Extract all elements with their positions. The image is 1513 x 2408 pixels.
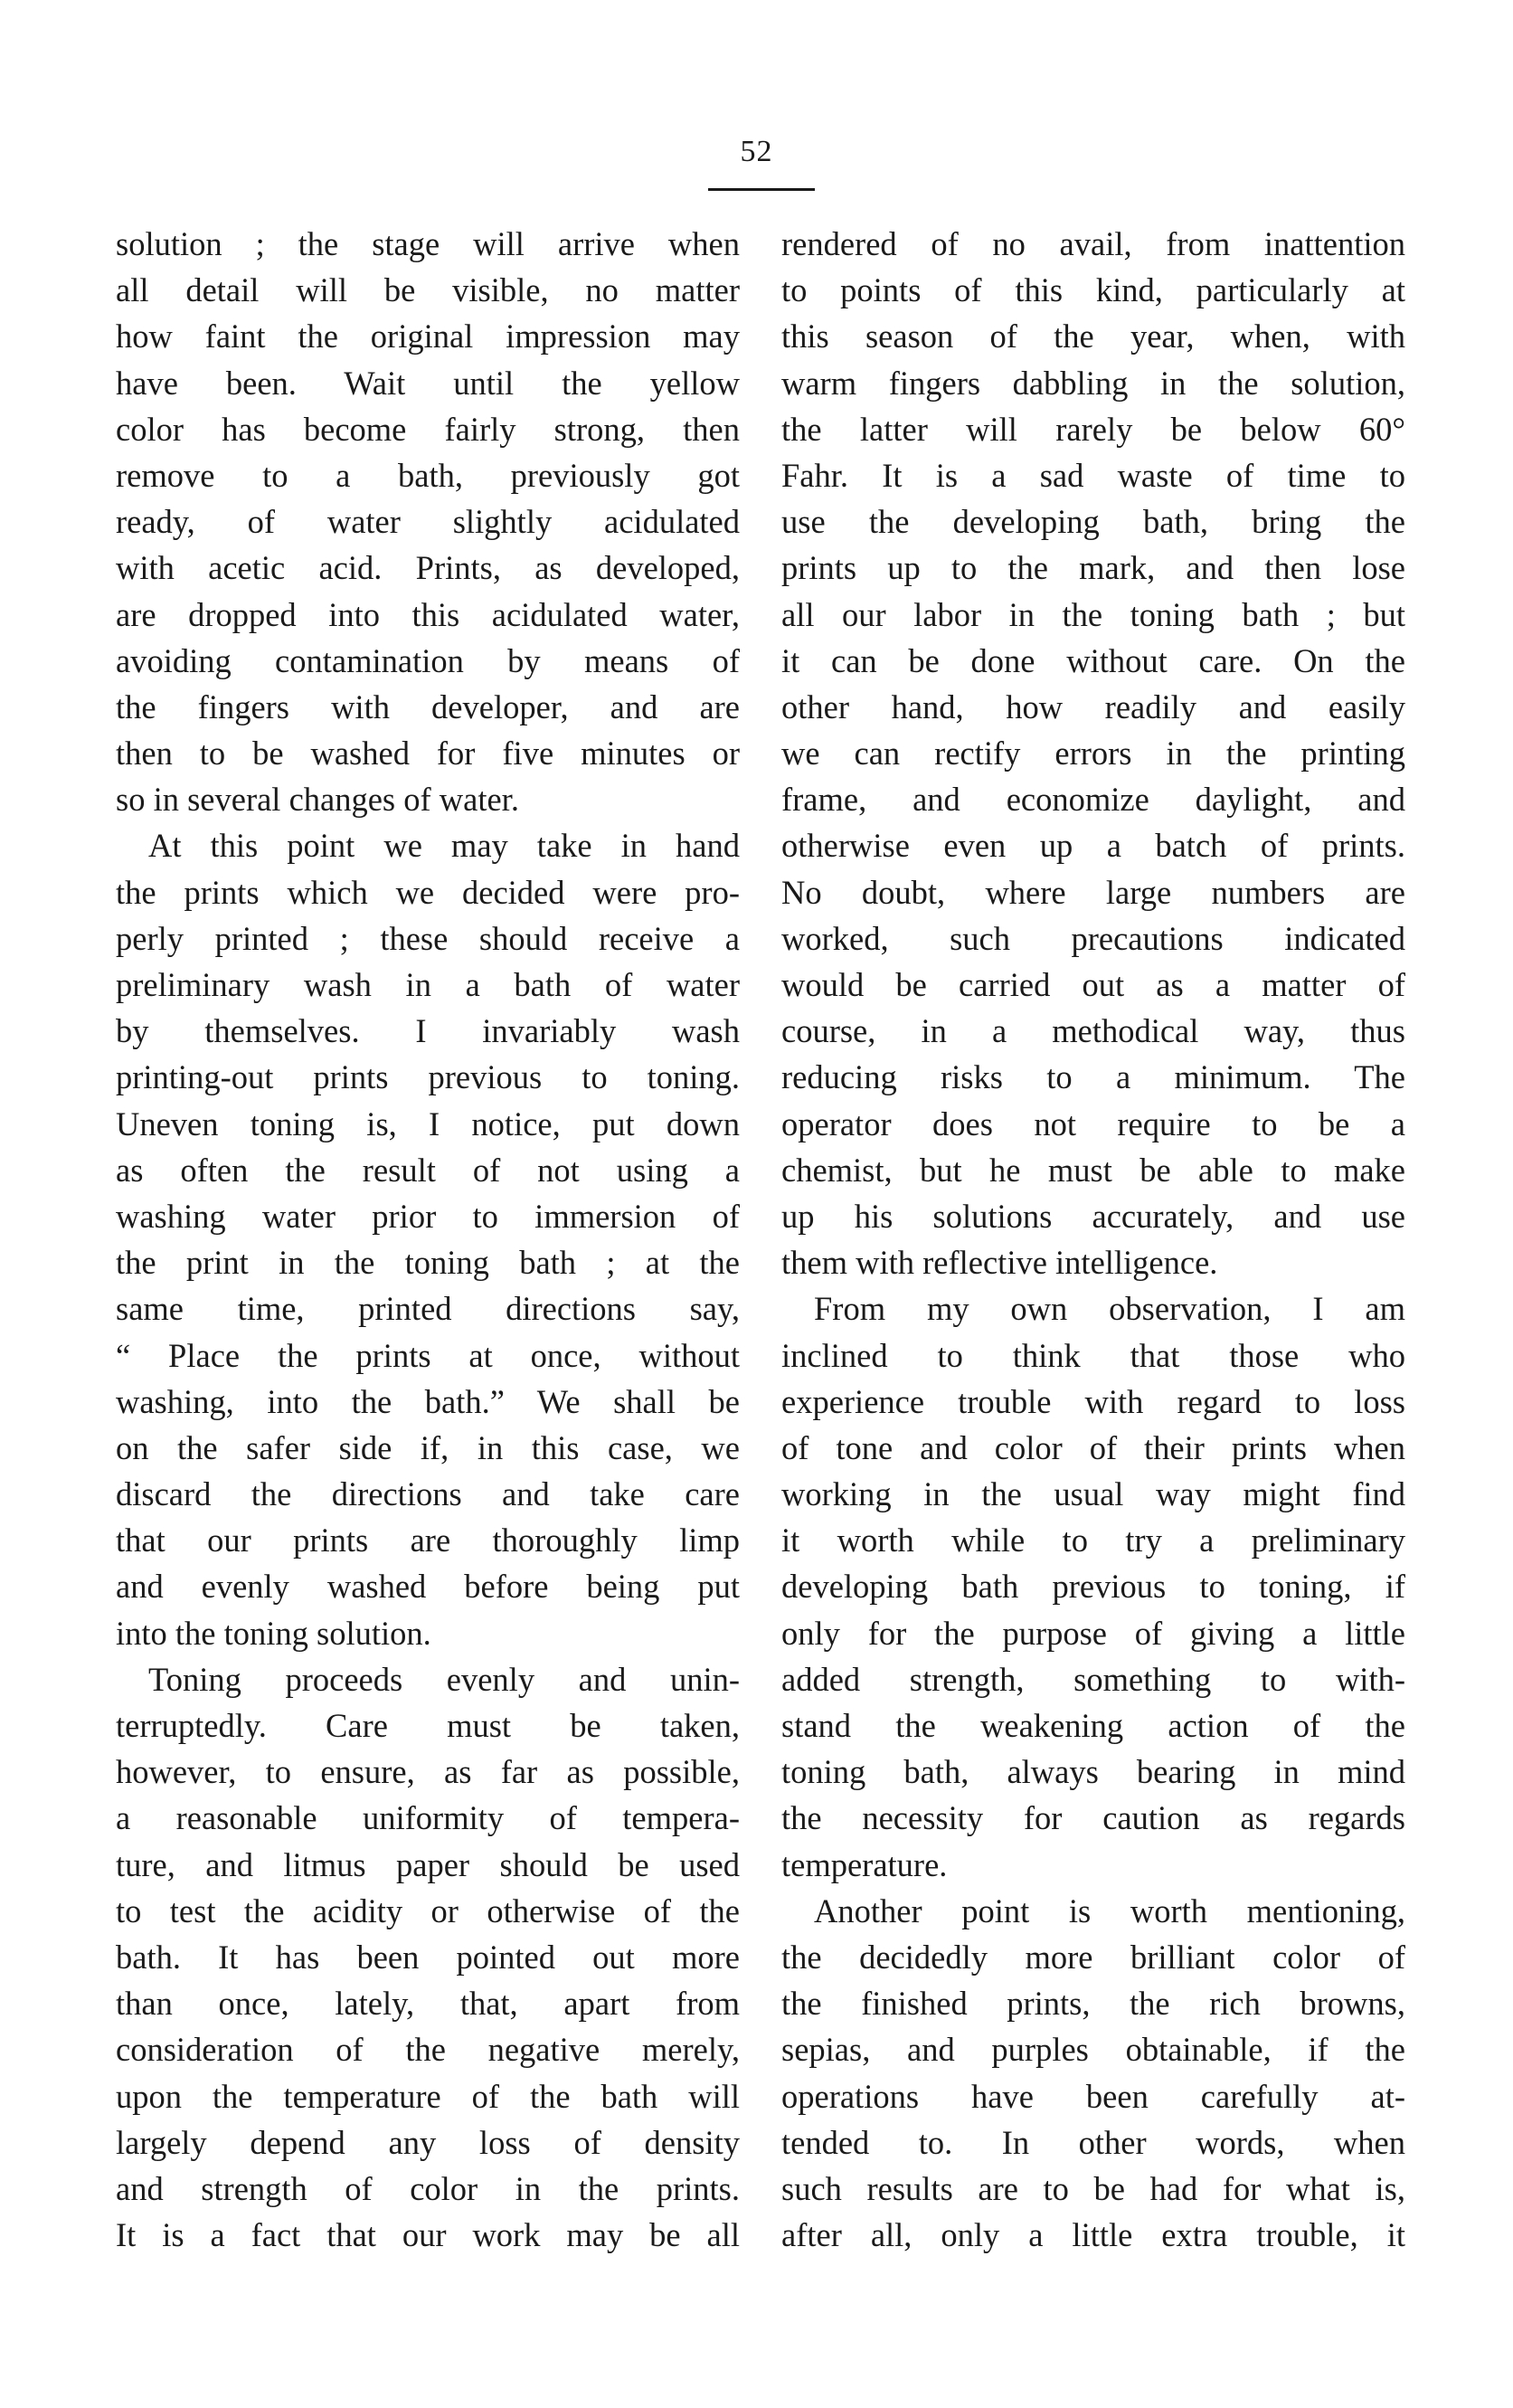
text-line: to points of this kind, particularly at: [781, 271, 1405, 309]
text-line: Uneven toning is, I notice, put down: [116, 1104, 740, 1142]
text-line: the decidedly more brilliant color of: [781, 1938, 1405, 1976]
text-line: remove to a bath, previously got: [116, 456, 740, 494]
text-line: upon the temperature of the bath will: [116, 2077, 740, 2115]
text-line: inclined to think that those who: [781, 1336, 1405, 1374]
text-line: Fahr. It is a sad waste of time to: [781, 456, 1405, 494]
header-rule: [708, 188, 815, 191]
text-line: rendered of no avail, from inattention: [781, 225, 1405, 262]
text-line: From my own observation, I am: [814, 1290, 1405, 1328]
text-line: to test the acidity or otherwise of the: [116, 1891, 740, 1929]
text-line: so in several changes of water.: [116, 781, 519, 819]
text-line: avoiding contamination by means of: [116, 641, 740, 679]
text-line: the prints which we decided were pro-: [116, 873, 740, 911]
text-line: up his solutions accurately, and use: [781, 1197, 1405, 1235]
text-line: such results are to be had for what is,: [781, 2169, 1405, 2207]
text-line: all our labor in the toning bath ; but: [781, 595, 1405, 633]
text-line: washing, into the bath.” We shall be: [116, 1382, 740, 1420]
text-line: as often the result of not using a: [116, 1151, 740, 1189]
text-line: the necessity for caution as regards: [781, 1799, 1405, 1837]
page-number: 52: [740, 135, 773, 168]
text-line: reducing risks to a minimum. The: [781, 1058, 1405, 1096]
text-line: prints up to the mark, and then lose: [781, 549, 1405, 587]
text-line: same time, printed directions say,: [116, 1290, 740, 1328]
text-line: on the safer side if, in this case, we: [116, 1428, 740, 1466]
text-line: temperature.: [781, 1845, 948, 1883]
text-line: stand the weakening action of the: [781, 1707, 1405, 1744]
text-line: ready, of water slightly acidulated: [116, 503, 740, 541]
text-line: consideration of the negative merely,: [116, 2031, 740, 2069]
text-line: only for the purpose of giving a little: [781, 1614, 1405, 1652]
text-line: printing-out prints previous to toning.: [116, 1058, 740, 1096]
text-line: use the developing bath, bring the: [781, 503, 1405, 541]
text-line: worked, such precautions indicated: [781, 919, 1405, 957]
text-line: all detail will be visible, no matter: [116, 271, 740, 309]
text-line: sepias, and purples obtainable, if the: [781, 2031, 1405, 2069]
text-line: and evenly washed before being put: [116, 1568, 740, 1606]
text-line: largely depend any loss of density: [116, 2123, 740, 2161]
text-line: into the toning solution.: [116, 1614, 431, 1652]
text-line: solution ; the stage will arrive when: [116, 225, 740, 262]
text-line: chemist, but he must be able to make: [781, 1151, 1405, 1189]
text-line: washing water prior to immersion of: [116, 1197, 740, 1235]
text-line: “ Place the prints at once, without: [116, 1336, 740, 1374]
text-line: it can be done without care. On the: [781, 641, 1405, 679]
text-line: bath. It has been pointed out more: [116, 1938, 740, 1976]
text-line: tended to. In other words, when: [781, 2123, 1405, 2161]
text-line: them with reflective intelligence.: [781, 1244, 1218, 1282]
text-line: the latter will rarely be below 60°: [781, 410, 1405, 448]
text-line: that our prints are thoroughly limp: [116, 1522, 740, 1560]
text-line: then to be washed for five minutes or: [116, 735, 740, 773]
text-line: the finished prints, the rich browns,: [781, 1985, 1405, 2023]
text-line: other hand, how readily and easily: [781, 687, 1405, 725]
right-text-column: [781, 221, 1405, 2258]
text-line: it worth while to try a preliminary: [781, 1522, 1405, 1560]
text-line: added strength, something to with-: [781, 1660, 1405, 1698]
text-line: experience trouble with regard to loss: [781, 1382, 1405, 1420]
text-line: with acetic acid. Prints, as developed,: [116, 549, 740, 587]
text-line: No doubt, where large numbers are: [781, 873, 1405, 911]
text-line: perly printed ; these should receive a: [116, 919, 740, 957]
text-line: terruptedly. Care must be taken,: [116, 1707, 740, 1744]
text-line: by themselves. I invariably wash: [116, 1012, 740, 1050]
text-line: the print in the toning bath ; at the: [116, 1244, 740, 1282]
text-line: operator does not require to be a: [781, 1104, 1405, 1142]
text-line: otherwise even up a batch of prints.: [781, 827, 1405, 865]
text-line: how faint the original impression may: [116, 318, 740, 356]
text-line: working in the usual way might find: [781, 1475, 1405, 1513]
text-line: and strength of color in the prints.: [116, 2169, 740, 2207]
text-line: toning bath, always bearing in mind: [781, 1753, 1405, 1791]
text-line: It is a fact that our work may be all: [116, 2216, 740, 2254]
text-line: than once, lately, that, apart from: [116, 1985, 740, 2023]
text-line: At this point we may take in hand: [148, 827, 740, 865]
text-line: however, to ensure, as far as possible,: [116, 1753, 740, 1791]
text-line: developing bath previous to toning, if: [781, 1568, 1405, 1606]
text-line: of tone and color of their prints when: [781, 1428, 1405, 1466]
text-line: operations have been carefully at-: [781, 2077, 1405, 2115]
text-line: frame, and economize daylight, and: [781, 781, 1405, 819]
text-line: have been. Wait until the yellow: [116, 364, 740, 402]
text-line: ture, and litmus paper should be used: [116, 1845, 740, 1883]
text-line: the fingers with developer, and are: [116, 687, 740, 725]
text-line: would be carried out as a matter of: [781, 966, 1405, 1003]
text-line: course, in a methodical way, thus: [781, 1012, 1405, 1050]
text-line: Toning proceeds evenly and unin-: [148, 1660, 740, 1698]
text-line: this season of the year, when, with: [781, 318, 1405, 356]
text-line: preliminary wash in a bath of water: [116, 966, 740, 1003]
text-line: discard the directions and take care: [116, 1475, 740, 1513]
text-line: we can rectify errors in the printing: [781, 735, 1405, 773]
left-text-column: [116, 221, 740, 2258]
text-line: color has become fairly strong, then: [116, 410, 740, 448]
text-line: warm fingers dabbling in the solution,: [781, 364, 1405, 402]
text-line: a reasonable uniformity of tempera-: [116, 1799, 740, 1837]
text-line: are dropped into this acidulated water,: [116, 595, 740, 633]
text-line: after all, only a little extra trouble, it: [781, 2216, 1405, 2254]
text-line: Another point is worth mentioning,: [814, 1891, 1405, 1929]
